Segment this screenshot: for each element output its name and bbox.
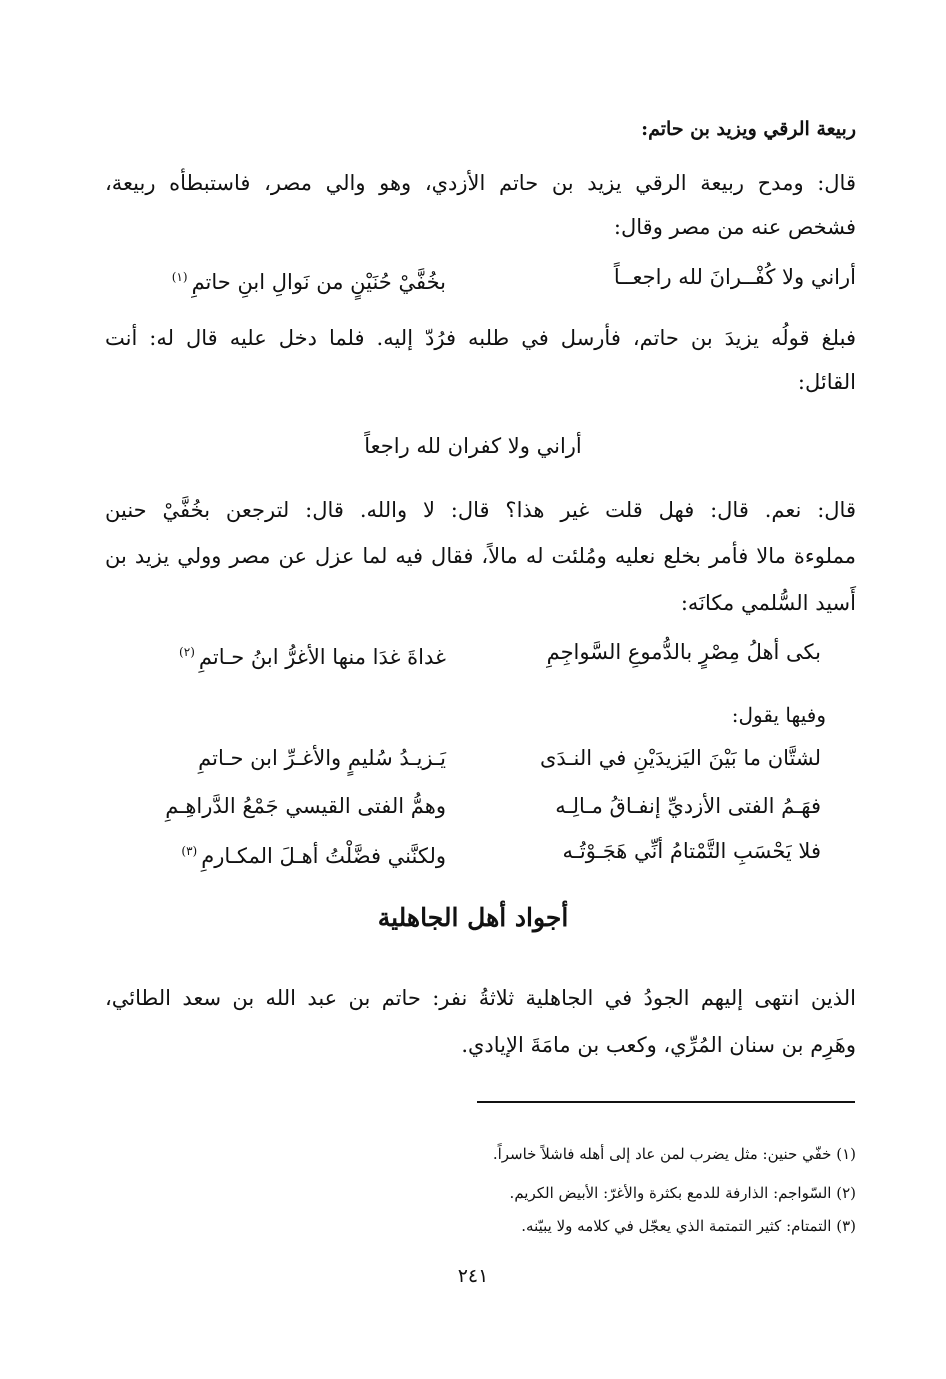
- para4-line1: الذين انتهى إليهم الجودُ في الجاهلية ثلاثةُ نفر: حاتم بن عبد الله بن سعد الطائي،: [105, 986, 856, 1010]
- quoted-hemistich: أراني ولا كفران لله راجعاً: [364, 434, 582, 458]
- verse2-first-hemistich: بكى أهلُ مِصْرٍ بالدُّموعِ السَّواجِمِ: [546, 640, 821, 664]
- verse2-second-hemistich: غداةَ غدَا منها الأغرُّ ابنُ حـاتمِ$^{(٢)}$: [179, 645, 446, 669]
- poem-line3-second: ولكنَّني فضَّلْتُ أهـلَ المكـارمِ$^{(٣)}$: [181, 844, 446, 868]
- para1-line2: فشخص عنه من مصر وقال:: [613, 215, 856, 239]
- poem-line1-second: يَـزيـدُ سُليمٍ والأغـرِّ ابن حـاتمِ: [198, 746, 446, 770]
- para2-line1: فبلغ قولُه يزيدَ بن حاتم، فأرسل في طلبه فرُدّ إليه. فلما دخل عليه قال له: أنت: [105, 326, 856, 350]
- para3-line3: أَسيد السُّلمي مكانَه:: [680, 591, 856, 615]
- para3-line2: مملوءة مالا فأمر بخلع نعليه ومُلئت له مالاً، فقال فيه لما عزل عن مصر وولي يزيد بن: [105, 544, 856, 568]
- poem-line2-first: فهَـمُ الفتى الأزديِّ إنفـاقُ مـالِـه: [555, 794, 821, 818]
- poem-line1-first: لشتَّان ما بَيْنَ اليَزيدَيْنِ في النـدَى: [539, 746, 821, 770]
- section-title: ربيعة الرقي ويزيد بن حاتم:: [641, 118, 856, 140]
- footnote-2: (٢) السّواجم: الذارفة للدمع بكثرة والأغرّ: الأبيض الكريم.: [509, 1184, 856, 1202]
- footnote-ref-2: (٢): [179, 645, 195, 659]
- verse1-second-hemistich: بخُفَّيْ حُنَيْنٍ من نَوالِ ابنِ حاتمِ$^{(١)}$: [171, 270, 446, 294]
- para4-line2: وهَرِم بن سنان المُرِّي، وكعب بن مامَةَ الإيادي.: [461, 1033, 856, 1057]
- para1-line1: قال: ومدح ربيعة الرقي يزيد بن حاتم الأزدي، وهو والي مصر، فاستبطأه ربيعة،: [105, 171, 856, 195]
- page-number: ٢٤١: [457, 1265, 489, 1287]
- verse1-first-hemistich: أراني ولا كُفْــرانَ لله راجعــاً: [613, 265, 856, 289]
- footnote-ref-1: (١): [171, 270, 188, 284]
- para3-line1: قال: نعم. قال: فهل قلت غير هذا؟ قال: لا والله. قال: لترجعن بخُفَّيْ حنين: [105, 498, 856, 522]
- footnote-1: (١) خفّي حنين: مثل يضرب لمن عاد إلى أهله فاشلاً خاسراً.: [492, 1145, 856, 1163]
- poem-line3-first: فلا يَحْسَبِ التَّمْتامُ أنِّي هَجَـوْتُـه: [562, 839, 821, 863]
- section-heading: أجواد أهل الجاهلية: [377, 903, 569, 932]
- footnote-3: (٣) التمتام: كثير التمتمة الذي يعجّل في كلامه ولا يبيّنه.: [521, 1217, 856, 1235]
- poem-intro: وفيها يقول:: [731, 703, 826, 727]
- footnote-divider: [477, 1101, 855, 1103]
- poem-line2-second: وهمُّ الفتى القيسي جَمْعُ الدَّراهِـمِ: [165, 794, 446, 818]
- footnote-ref-3: (٣): [181, 844, 198, 858]
- para2-line2: القائل:: [797, 370, 856, 394]
